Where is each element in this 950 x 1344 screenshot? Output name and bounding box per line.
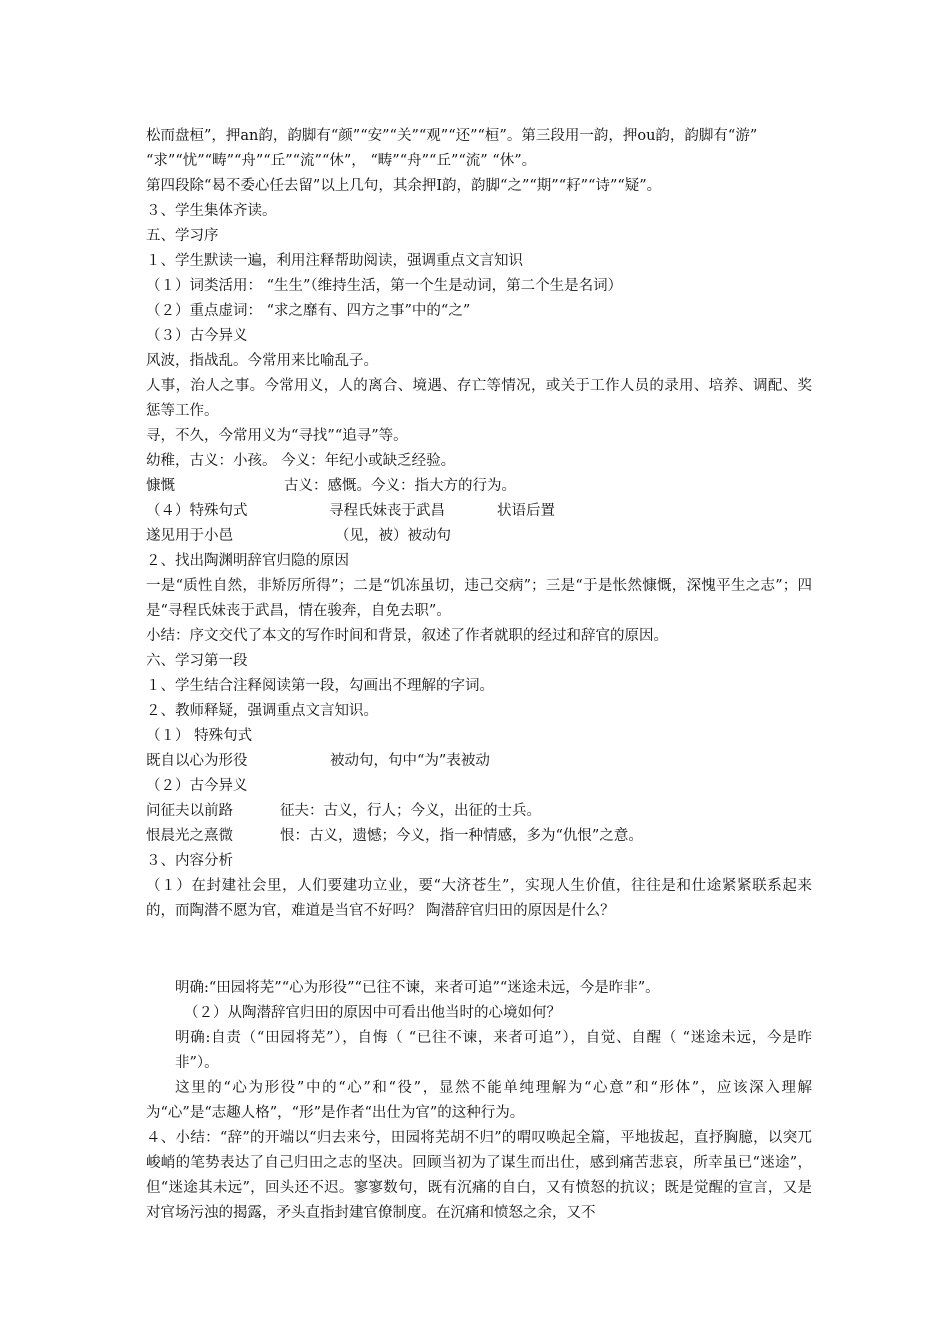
text-line: １、学生结合注释阅读第一段，勾画出不理解的字词。 <box>146 678 494 694</box>
text-line: 幼稚，古义：小孩。 今义：年纪小或缺乏经验。 <box>146 453 456 469</box>
section-heading: 五、学习序 <box>146 228 219 244</box>
archaic-note: 恨：古义，遗憾；今义，指一种情感，多为“仇恨”之意。 <box>280 828 643 844</box>
text-line: （１）词类活用： “生生”（维持生活，第一个生是动词，第二个生是名词） <box>146 278 623 294</box>
archaic-note: 征夫：古义，行人；今义，出征的士兵。 <box>280 803 541 819</box>
archaic-example: 恨晨光之熹微 <box>146 828 233 844</box>
summary-paragraph: ４、小结：“辞”的开端以“归去来兮，田园将芜胡不归”的喟叹唤起全篇，平地拔起，直抒胸臆，以突兀峻峭的笔势表达了自己归田之志的坚决。回顾当初为了谋生而出仕，感到痛苦悲哀，所幸虽已“迷途”，但“迷途其未远”，回头还不迟。寥寥数句，既有沉痛的自白，又有愤怒的抗议；既是觉醒的宣言，又是对官场污浊的揭露，矛头直指封建官僚制度。在沉痛和愤怒之余，又不 <box>146 1130 812 1221</box>
section-heading: 六、学习第一段 <box>146 653 248 669</box>
kangkai-meaning: 古义：感慨。今义：指大方的行为。 <box>284 478 516 494</box>
text-line: 风波，指战乱。今常用来比喻乱子。 <box>146 353 378 369</box>
text-line: ３、学生集体齐读。 <box>146 203 277 219</box>
text-line: ３、内容分析 <box>146 853 233 869</box>
text-line: 寻，不久，今常用义为“寻找”“追寻”等。 <box>146 428 408 444</box>
answer-text: 明确:自责（“田园将芜”），自悔（ “已往不谏，来者可追”），自觉、自醒（ “迷途未远，今是昨非”）。 <box>175 1030 812 1071</box>
text-line: “求”“忧”“畴”“舟”“丘”“流”“休”， “畴”“舟”“丘”“流” “休”。 <box>146 153 537 169</box>
text-line: １、学生默读一遍，利用注释帮助阅读，强调重点文言知识 <box>146 253 523 269</box>
answer-line: 明确:“田园将芜”“心为形役”“已往不谏，来者可追”“迷途未远，今是昨非”。 <box>175 980 660 996</box>
text-line: （３）古今异义 <box>146 328 248 344</box>
text-line: （１） 特殊句式 <box>146 728 253 744</box>
text-line: ２、教师释疑，强调重点文言知识。 <box>146 703 378 719</box>
text-line: ２、找出陶渊明辞官归隐的原因 <box>146 553 349 569</box>
analysis-question: （１）在封建社会里，人们要建功立业，要“大济苍生”，实现人生价值，往往是和仕途紧紧联系起来的，而陶潜不愿为官，难道是当官不好吗？ 陶潜辞官归田的原因是什么？ <box>146 878 812 919</box>
answer-paragraph <box>146 1026 812 1076</box>
passive-line <box>146 524 812 549</box>
text-line: 松而盘桓”，押an韵，韵脚有“颜”“安”“关”“观”“还”“桓”。第三段用一韵，押ou韵，韵脚有“游” <box>146 128 758 144</box>
renshi-paragraph: 人事，治人之事。今常用义，人的离合、境遇、存亡等情况，或关于工作人员的录用、培养、调配、奖惩等工作。 <box>146 378 812 419</box>
text-line: （２）古今异义 <box>146 778 248 794</box>
reason-paragraph: 一是“质性自然，非矫厉所得”；二是“饥冻虽切，违己交病”；三是“于是怅然慷慨，深愧平生之志”；四是“寻程氏妹丧于武昌，情在骏奔，自免去职”。 <box>146 578 812 619</box>
document-page <box>146 124 812 1226</box>
special-type: 状语后置 <box>497 503 555 519</box>
special-sentence-line <box>146 499 812 524</box>
passive-example: 既自以心为形役 <box>146 753 248 769</box>
archaic-line <box>146 799 812 824</box>
text-line: （２）重点虚词： “求之靡有、四方之事”中的“之” <box>146 303 471 319</box>
passive-note: （见，被）被动句 <box>335 528 451 544</box>
special-label: （４）特殊句式 <box>146 503 248 519</box>
kangkai-word: 慷慨 <box>146 478 175 494</box>
question-line: （２）从陶潜辞官归田的原因中可看出他当时的心境如何？ <box>184 1005 561 1021</box>
passive-example: 遂见用于小邑 <box>146 528 233 544</box>
archaic-line <box>146 824 812 849</box>
explain-paragraph: 这里的“心为形役”中的“心”和“役”，显然不能单纯理解为“心意”和“形体”，应该深入理解为“心”是“志趣人格”，“形”是作者“出仕为官”的这种行为。 <box>146 1080 812 1121</box>
text-line: 第四段除“曷不委心任去留”以上几句，其余押I韵，韵脚“之”“期”“耔”“诗”“疑”。 <box>146 178 662 194</box>
text-line: 小结：序文交代了本文的写作时间和背景，叙述了作者就职的经过和辞官的原因。 <box>146 628 668 644</box>
passive-line <box>146 749 812 774</box>
kangkai-line <box>146 474 812 499</box>
passive-note: 被动句，句中“为”表被动 <box>330 753 490 769</box>
archaic-example: 问征夫以前路 <box>146 803 233 819</box>
blank-gap <box>146 924 812 976</box>
special-example: 寻程氏妹丧于武昌 <box>329 503 445 519</box>
